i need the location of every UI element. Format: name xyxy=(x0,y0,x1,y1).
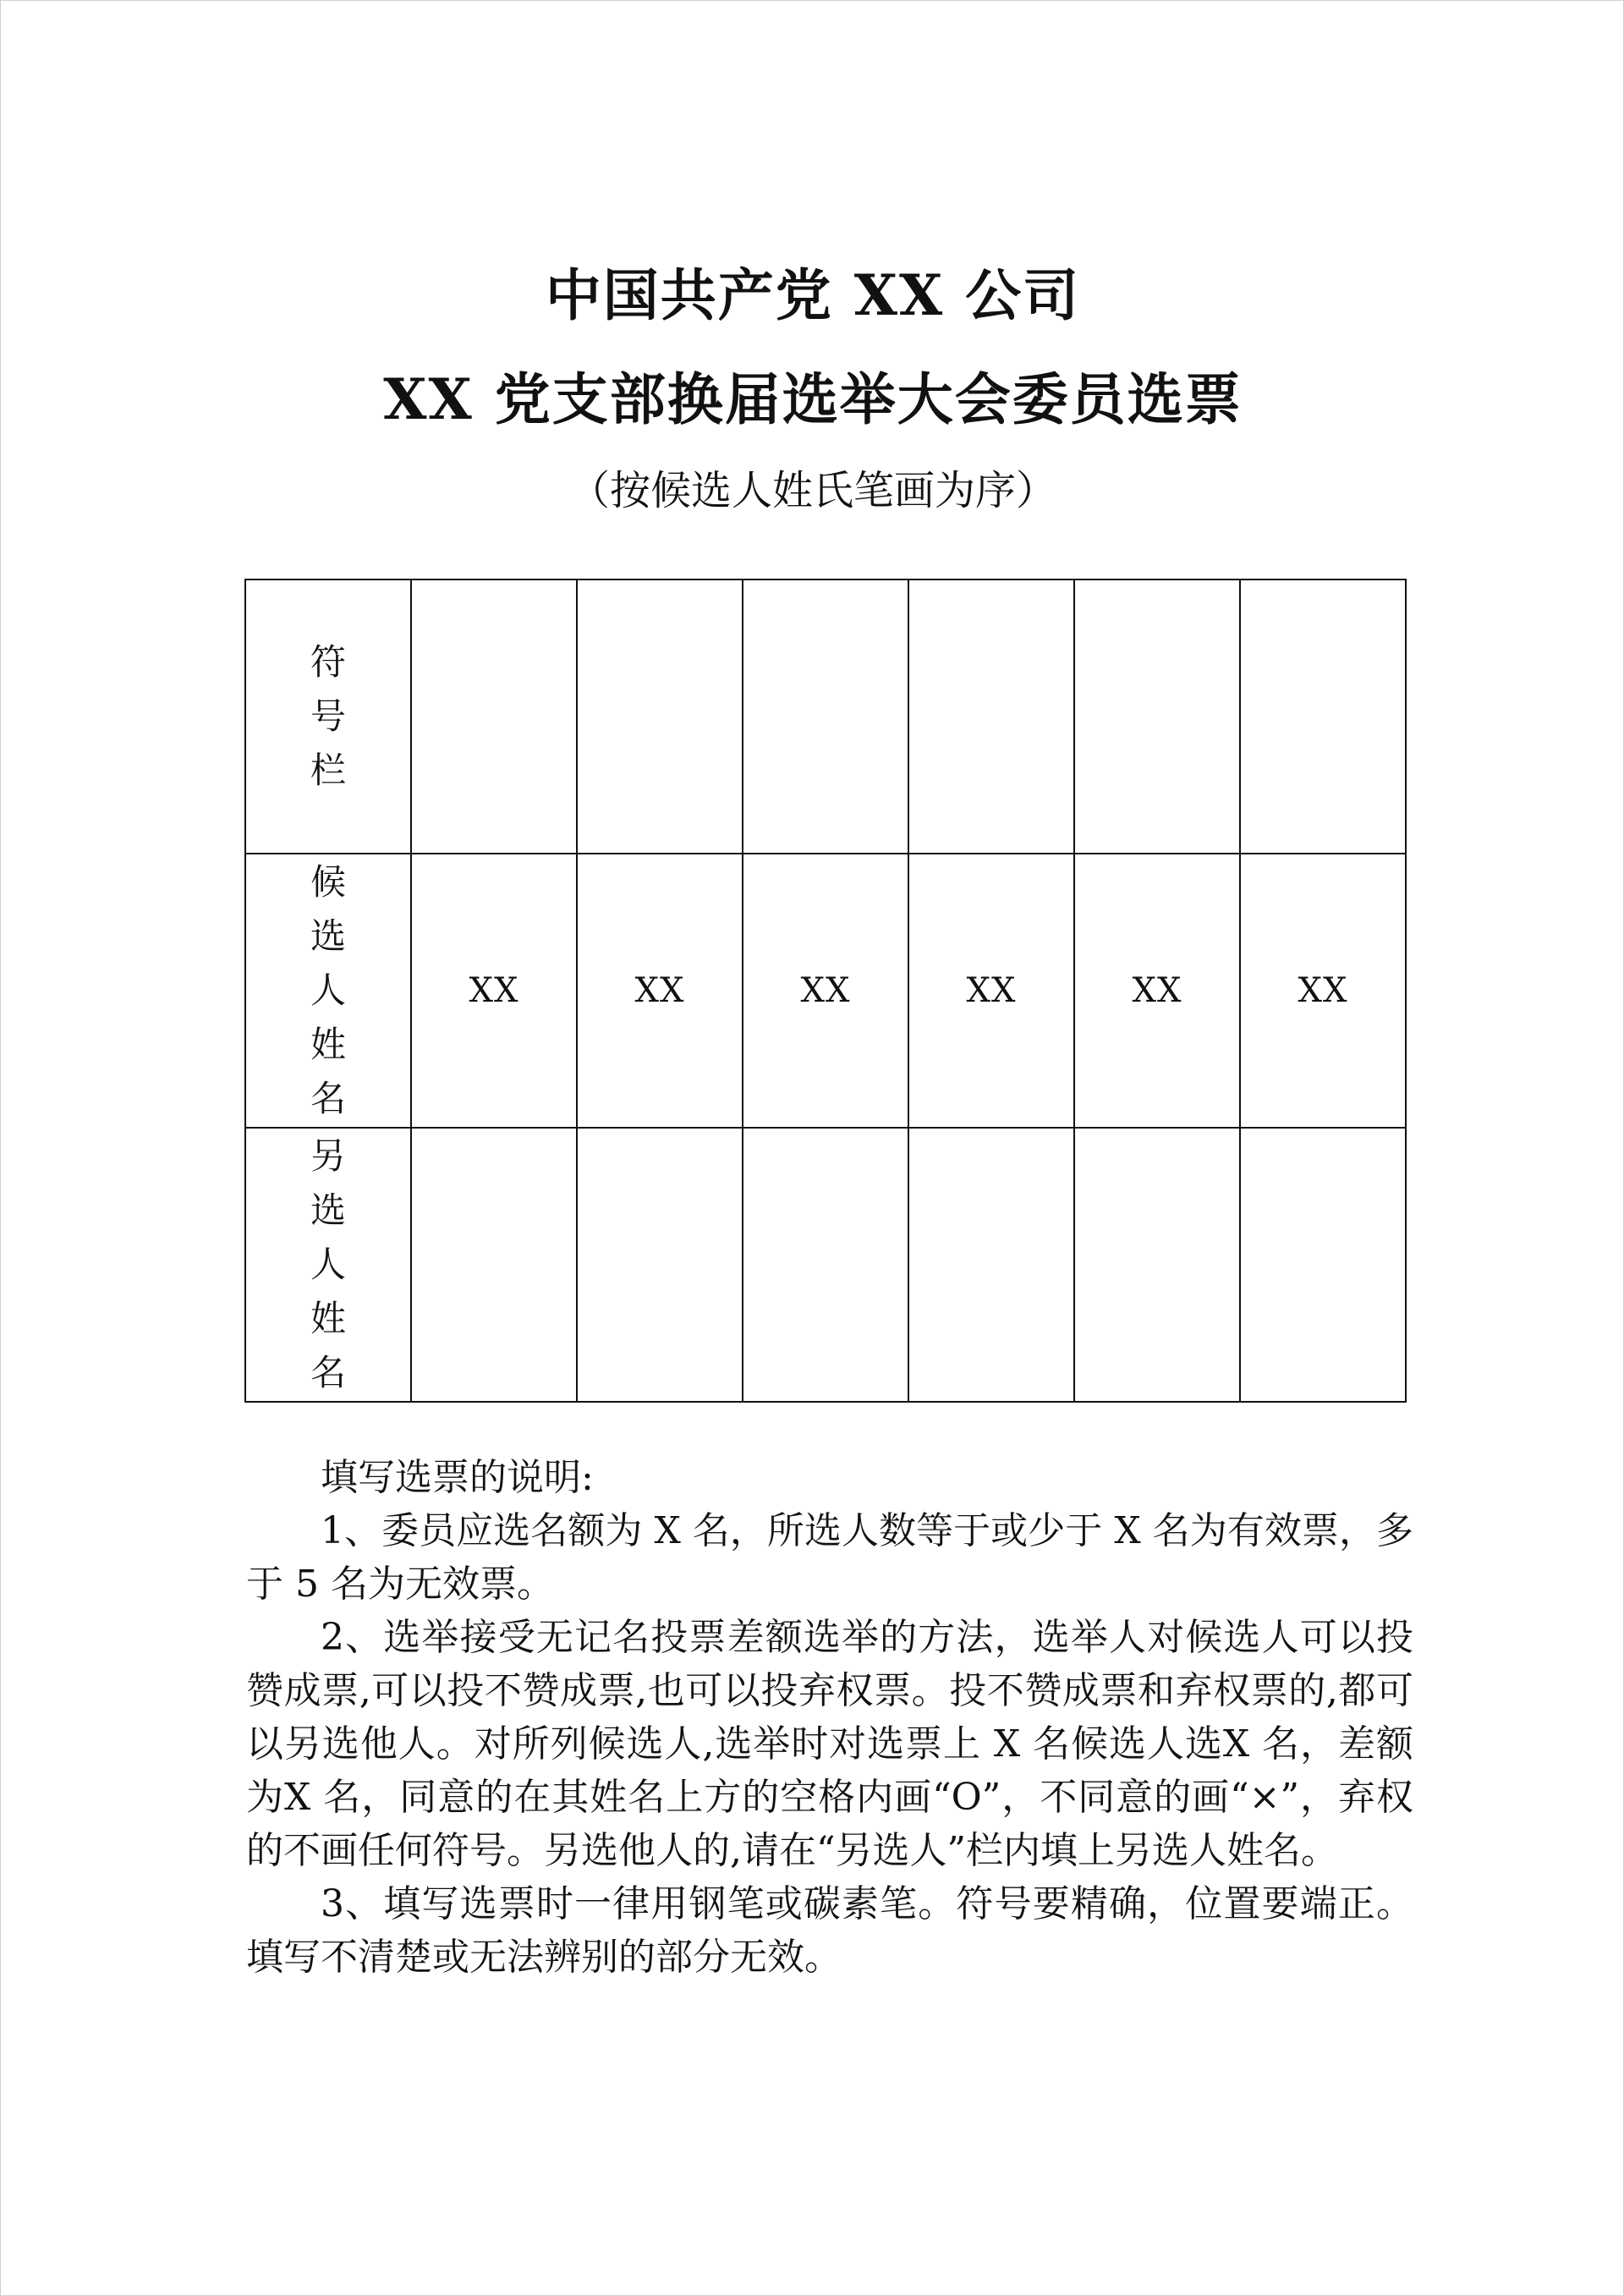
candidate-cell xyxy=(1074,854,1240,1128)
title-line-1: 中国共产党 XX 公司 xyxy=(545,262,1081,328)
write-in-cell[interactable] xyxy=(908,1128,1074,1402)
write-in-cell[interactable] xyxy=(577,1128,743,1402)
symbol-cell[interactable] xyxy=(908,579,1074,854)
write-in-cell[interactable] xyxy=(743,1128,908,1402)
symbol-cell[interactable] xyxy=(411,579,577,854)
candidate-cell xyxy=(908,854,1074,1128)
instruction-item: 2、选举接受无记名投票差额选举的方法，选举人对候选人可以投赞成票,可以投不赞成票,也可以投弃权票。投不赞成票和弃权票的,都可以另选他人。对所列候选人,选举时对选票上 X 名候选人选X 名，差额为X 名，同意的在其姓名上方的空格内画“O”，不同意的画“×”，弃权的不画任何符号。另选他人的,请在“另选人”栏内填上另选人姓名。 xyxy=(246,1616,1413,1872)
candidate-row xyxy=(245,854,1406,1128)
row-label-cell xyxy=(245,579,411,854)
symbol-cell[interactable] xyxy=(1240,579,1406,854)
candidate-name: XX xyxy=(634,971,685,1010)
candidate-cell xyxy=(577,854,743,1128)
candidate-name: XX xyxy=(1298,971,1348,1010)
candidate-name: XX xyxy=(966,971,1017,1010)
ballot-table xyxy=(244,579,1407,1403)
candidate-cell xyxy=(411,854,577,1128)
symbol-cell[interactable] xyxy=(1074,579,1240,854)
subtitle: （按候选人姓氏笔画为序） xyxy=(568,467,1056,514)
title-line-2: XX 党支部换届选举大会委员选票 xyxy=(383,366,1243,432)
candidate-cell xyxy=(743,854,908,1128)
write-in-cell[interactable] xyxy=(411,1128,577,1402)
candidate-name: XX xyxy=(1132,971,1182,1010)
write-in-row xyxy=(245,1128,1406,1402)
candidate-cell xyxy=(1240,854,1406,1128)
row-label-cell xyxy=(245,1128,411,1402)
candidate-row-label: 候选人姓名 xyxy=(310,861,346,1119)
row-label-cell xyxy=(245,854,411,1128)
write-in-cell[interactable] xyxy=(1074,1128,1240,1402)
candidate-name: XX xyxy=(800,971,851,1010)
instruction-item: 3、填写选票时一律用钢笔或碳素笔。符号要精确，位置要端正。填写不清楚或无法辨别的部分无效。 xyxy=(246,1882,1413,1979)
symbol-cell[interactable] xyxy=(577,579,743,854)
symbol-row xyxy=(245,579,1406,854)
symbol-row-label: 符号栏 xyxy=(310,641,346,791)
instructions-heading: 填写选票的说明: xyxy=(321,1456,594,1499)
instruction-item: 1、委员应选名额为 X 名，所选人数等于或少于 X 名为有效票，多于 5 名为无效票。 xyxy=(246,1509,1413,1606)
symbol-cell[interactable] xyxy=(743,579,908,854)
candidate-name: XX xyxy=(469,971,519,1010)
write-in-cell[interactable] xyxy=(1240,1128,1406,1402)
instructions xyxy=(246,1451,1413,1984)
write-in-row-label: 另选人姓名 xyxy=(310,1135,346,1393)
